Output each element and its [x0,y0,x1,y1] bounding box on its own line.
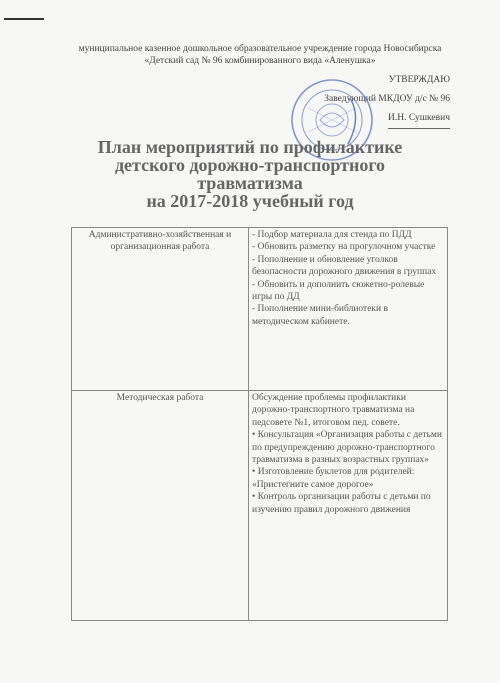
list-item: • Контроль организации работы с детьми по изучению правил дорожного движения [252,492,431,515]
title-line-1: План мероприятий по профилактике [97,137,403,157]
table-row [72,391,448,621]
list-item: - Пополнение и обновление уголков безопасности дорожного движения в группах [252,254,437,278]
list-item: - Обновить разметку на прогулочном участке [252,242,436,253]
list-item: • Консультация «Организация работы с детьми по предупреждению дорожно-транспортного травматизма в разных возрастных группах» [252,430,443,466]
approval-signature: И.Н. Сушкевич [388,109,450,129]
title-line-4: на 2017-2018 учебный год [146,191,354,211]
category-cell: Административно-хозяйственная и организационная работа [72,228,249,391]
category-cell: Методическая работа [72,391,249,621]
title-line-3: травматизма [197,173,303,193]
items-cell [249,228,448,391]
approval-label: УТВЕРЖДАЮ [388,75,450,85]
document-title [60,138,440,210]
org-line-1: муниципальное казенное дошкольное образовательное учреждение города Новосибирска [78,44,442,54]
items-cell [249,391,448,621]
list-item: - Пополнение мини-библиотеки в методическом кабинете. [252,304,388,327]
list-item: Обсуждение проблемы профилактики дорожно-транспортного травматизма на педсовете №1, итоговом пед. совете. [252,393,415,428]
list-item: • Изготовление буклетов для родителей: «Пристегните самое дорогое» [252,467,415,490]
table-row [72,228,448,391]
list-item: - Подбор материала для стенда по ПДД [252,230,412,240]
list-item: - Обновить и дополнить сюжетно-ролевые игры по ДД [252,279,425,303]
approval-position: Заведующий МКДОУ д/с № 96 [324,94,450,104]
org-line-2: «Детский сад № 96 комбинированного вида «Аленушка» [144,56,376,66]
title-line-2: детского дорожно-транспортного [114,155,386,175]
organization-header [0,43,500,67]
top-rule [4,18,44,20]
activities-table [71,227,448,621]
